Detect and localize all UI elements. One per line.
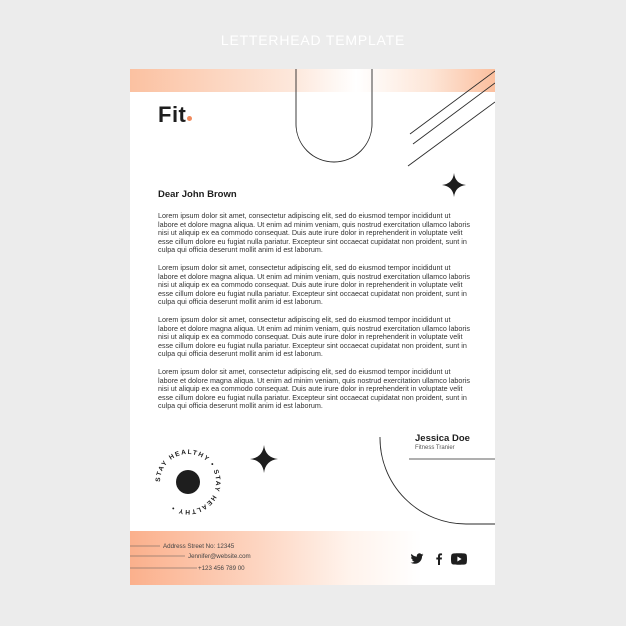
page-title: LETTERHEAD TEMPLATE — [220, 32, 406, 48]
sparkle-star-icon — [250, 445, 278, 473]
contact-email[interactable]: Jennifer@website.com — [188, 553, 251, 560]
body-paragraph: Lorem ipsum dolor sit amet, consectetur adipiscing elit, sed do eiusmod tempor incididunt ut labore et dolore magna aliqua. Ut enim ad minim veniam, quis nostrud exercitation ullamco laboris nisi ut aliquip ex ea commodo consequat. Duis aute irure dolor in reprehenderit in voluptate velit esse cillum dolore eu fugiat nulla pariatur. Excepteur sint occaecat cupidatat non proident, sunt in culpa qui officia deserunt mollit anim id est laborum. — [158, 211, 471, 255]
facebook-icon[interactable] — [432, 553, 446, 565]
body-paragraph: Lorem ipsum dolor sit amet, consectetur adipiscing elit, sed do eiusmod tempor incididunt ut labore et dolore magna aliqua. Ut enim ad minim veniam, quis nostrud exercitation ullamco laboris nisi ut aliquip ex ea commodo consequat. Duis aute irure dolor in reprehenderit in voluptate velit esse cillum dolore eu fugiat nulla pariatur. Excepteur sint occaecat cupidatat non proident, sunt in culpa qui officia deserunt mollit anim id est laborum. — [158, 367, 471, 411]
stay-healthy-badge — [152, 446, 224, 518]
signature-name: Jessica Doe — [415, 433, 470, 444]
body-paragraph: Lorem ipsum dolor sit amet, consectetur adipiscing elit, sed do eiusmod tempor incididunt ut labore et dolore magna aliqua. Ut enim ad minim veniam, quis nostrud exercitation ullamco laboris nisi ut aliquip ex ea commodo consequat. Duis aute irure dolor in reprehenderit in voluptate velit esse cillum dolore eu fugiat nulla pariatur. Excepteur sint occaecat cupidatat non proident, sunt in culpa qui officia deserunt mollit anim id est laborum. — [158, 315, 471, 359]
signature-role: Fitness Tranier — [415, 445, 455, 451]
badge-center-dot — [176, 470, 200, 494]
brand-name: Fit — [158, 102, 187, 127]
youtube-icon[interactable] — [451, 553, 467, 565]
logo-accent-dot — [187, 116, 192, 121]
letterhead-sheet — [130, 69, 495, 585]
contact-address: Address Street No: 12345 — [163, 543, 235, 550]
body-paragraph: Lorem ipsum dolor sit amet, consectetur adipiscing elit, sed do eiusmod tempor incididunt ut labore et dolore magna aliqua. Ut enim ad minim veniam, quis nostrud exercitation ullamco laboris nisi ut aliquip ex ea commodo consequat. Duis aute irure dolor in reprehenderit in voluptate velit esse cillum dolore eu fugiat nulla pariatur. Excepteur sint occaecat cupidatat non proident, sunt in culpa qui officia deserunt mollit anim id est laborum. — [158, 263, 471, 307]
salutation: Dear John Brown — [158, 189, 237, 200]
brand-logo — [158, 102, 192, 128]
twitter-icon[interactable] — [410, 553, 424, 565]
sparkle-star-icon — [442, 173, 466, 197]
badge-text: STAY HEALTHY • STAY HEALTHY • — [154, 448, 222, 516]
contact-phone: +123 456 789 00 — [198, 565, 245, 572]
